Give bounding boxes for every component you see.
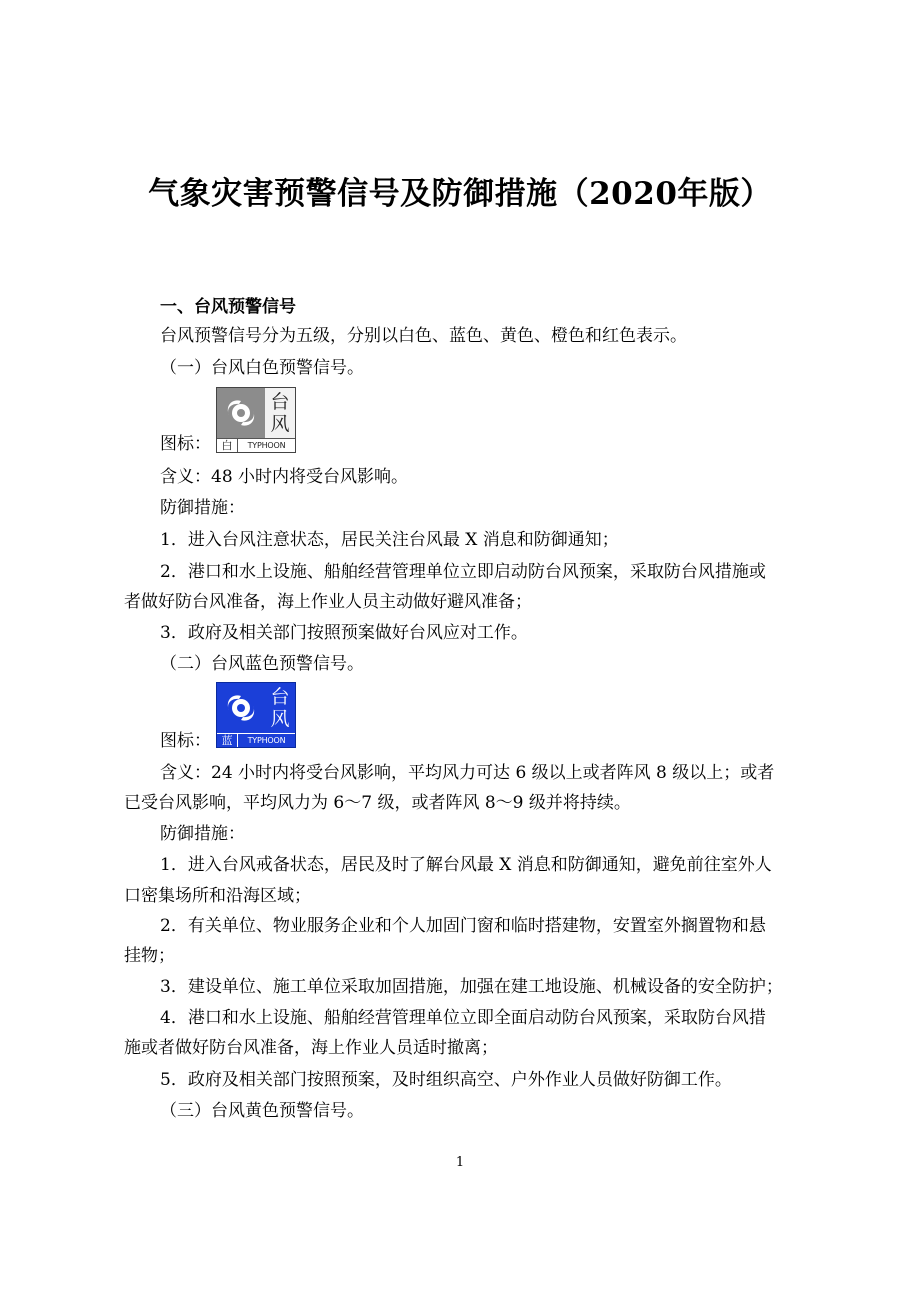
blue-measure-1: 1．进入台风戒备状态，居民及时了解台风最 X 消息和防御通知，避免前往室外人 [160, 855, 772, 875]
yellow-signal-heading: （三）台风黄色预警信号。 [160, 1101, 364, 1121]
icon-color-char: 白 [217, 439, 238, 453]
white-measure-3: 3．政府及相关部门按照预案做好台风应对工作。 [160, 623, 528, 643]
document-title: 气象灾害预警信号及防御措施（2020年版） [148, 176, 772, 212]
blue-measure-2: 2．有关单位、物业服务企业和个人加固门窗和临时搭建物，安置室外搁置物和悬 [160, 916, 766, 936]
blue-measure-3: 3．建设单位、施工单位采取加固措施，加强在建工地设施、机械设备的安全防护； [160, 977, 783, 997]
typhoon-white-icon [216, 387, 296, 453]
blue-signal-heading: （二）台风蓝色预警信号。 [160, 654, 364, 674]
blue-meaning-2: 已受台风影响，平均风力为 6～7 级，或者阵风 8～9 级并将持续。 [124, 793, 631, 813]
icon-color-char: 蓝 [217, 734, 238, 748]
white-measures-heading: 防御措施： [160, 498, 245, 518]
icon-glyph-bottom: 风 [270, 708, 290, 730]
icon-typhoon-word: TYPHOON [238, 734, 295, 748]
typhoon-white-icon-chars [265, 388, 295, 438]
typhoon-swirl-icon [217, 388, 265, 438]
section-intro: 台风预警信号分为五级，分别以白色、蓝色、黄色、橙色和红色表示。 [160, 326, 687, 346]
typhoon-white-icon-top [217, 388, 295, 438]
icon-typhoon-word: TYPHOON [238, 439, 295, 453]
blue-measure-1-cont: 口密集场所和沿海区域； [124, 886, 311, 906]
typhoon-blue-icon-bottom [217, 733, 295, 748]
typhoon-blue-icon-top [217, 683, 295, 733]
white-meaning: 含义：48 小时内将受台风影响。 [160, 467, 409, 487]
typhoon-blue-icon [216, 682, 296, 748]
white-icon-label: 图标： [160, 434, 211, 454]
white-measure-2-cont: 者做好防台风准备，海上作业人员主动做好避风准备； [124, 592, 532, 612]
typhoon-white-icon-bottom [217, 438, 295, 453]
icon-glyph-top: 台 [270, 391, 290, 413]
page-number: 1 [455, 1155, 465, 1170]
blue-measure-4-cont: 施或者做好防台风准备，海上作业人员适时撤离； [124, 1038, 498, 1058]
blue-measure-2-cont: 挂物； [124, 946, 175, 966]
typhoon-swirl-icon [217, 683, 265, 733]
white-measure-1: 1．进入台风注意状态，居民关注台风最 X 消息和防御通知； [160, 530, 619, 550]
typhoon-blue-icon-chars [265, 683, 295, 733]
blue-icon-label: 图标： [160, 731, 211, 751]
blue-measure-5: 5．政府及相关部门按照预案，及时组织高空、户外作业人员做好防御工作。 [160, 1070, 732, 1090]
section-heading-typhoon: 一、台风预警信号 [160, 297, 296, 317]
icon-glyph-top: 台 [270, 686, 290, 708]
white-measure-2: 2．港口和水上设施、船舶经营管理单位立即启动防台风预案，采取防台风措施或 [160, 562, 766, 582]
blue-meaning-1: 含义：24 小时内将受台风影响，平均风力可达 6 级以上或者阵风 8 级以上；或者 [160, 763, 775, 783]
blue-measure-4: 4．港口和水上设施、船舶经营管理单位立即全面启动防台风预案，采取防台风措 [160, 1008, 766, 1028]
blue-measures-heading: 防御措施： [160, 824, 245, 844]
icon-glyph-bottom: 风 [270, 413, 290, 435]
white-signal-heading: （一）台风白色预警信号。 [160, 358, 364, 378]
